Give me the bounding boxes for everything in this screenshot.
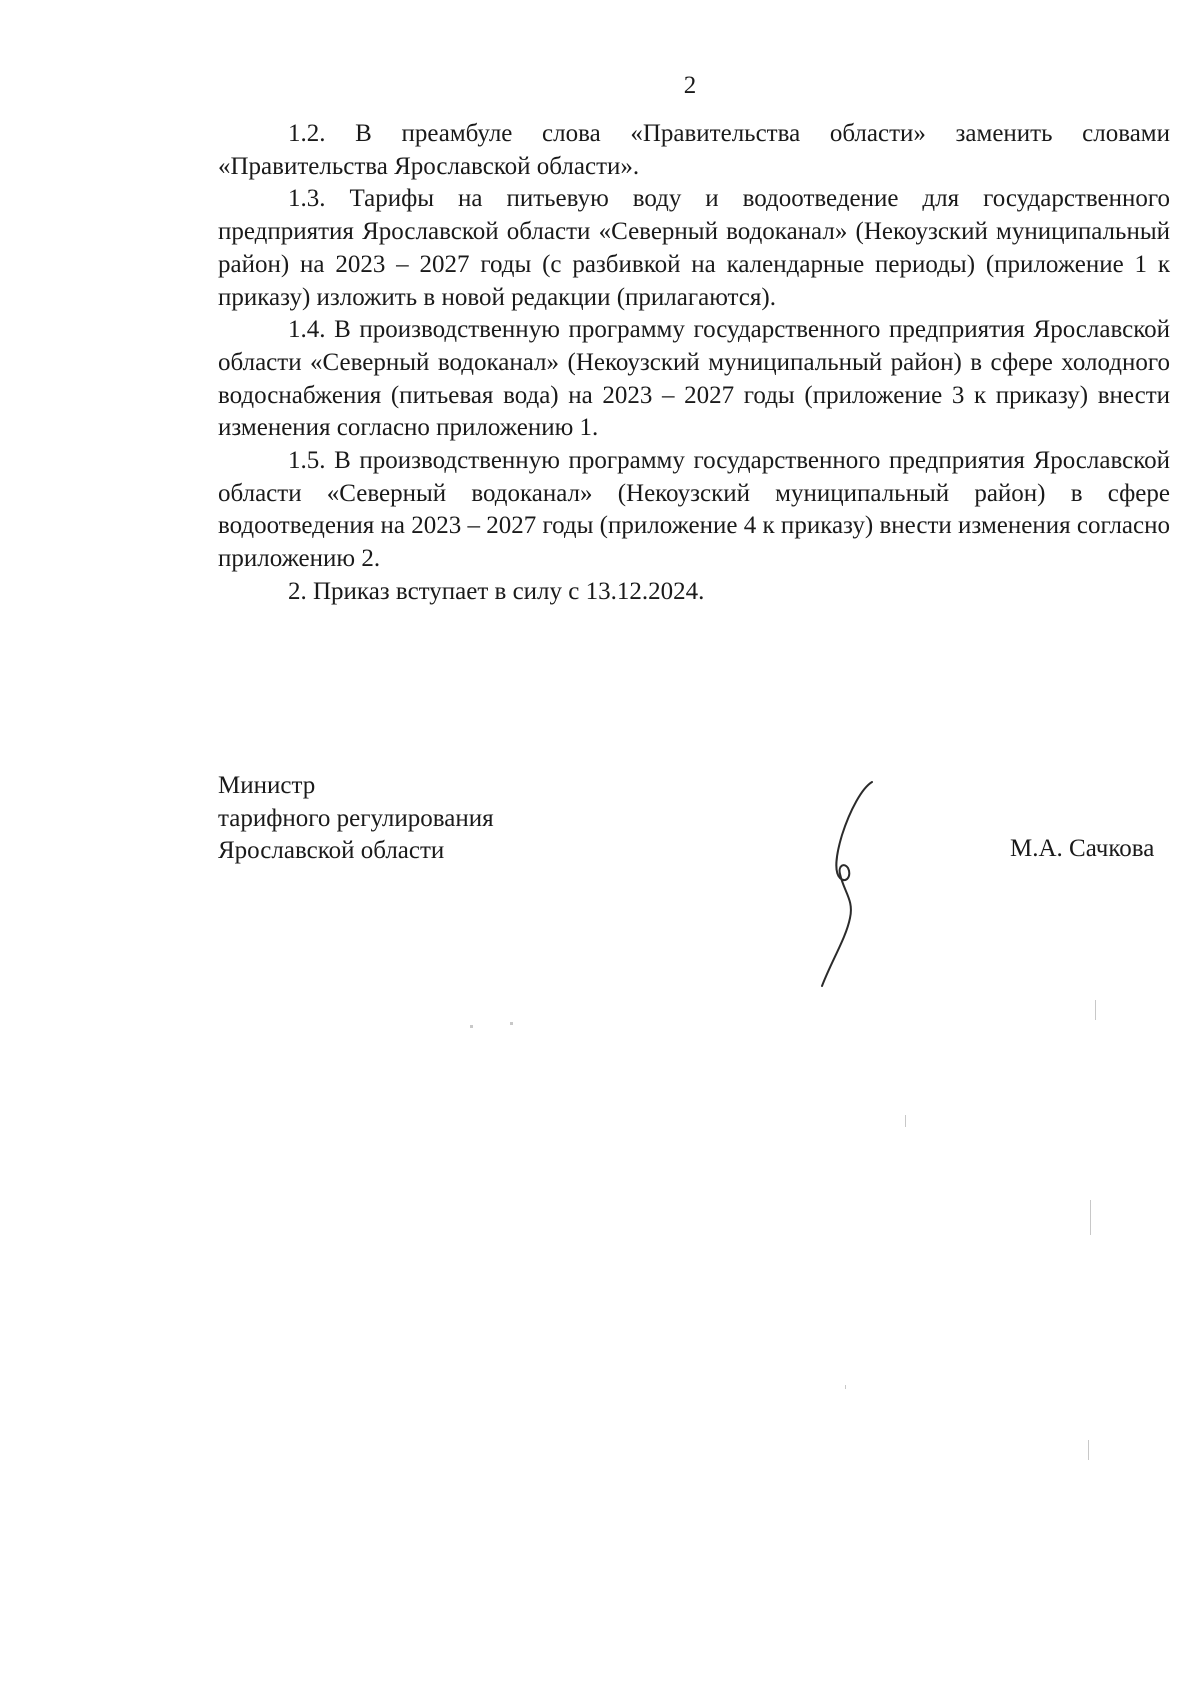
paragraph-1-4: 1.4. В производственную программу государственного предприятия Ярославской области «Северный водоканал» (Некоузский муниципальный район) в сфере холодного водоснабжения (питьевая вода) на 2023 – 2027 годы (приложение 3 к приказу) внести изменения согласно приложению 1. — [218, 316, 1170, 442]
scan-speck — [845, 1385, 846, 1389]
scan-speck — [510, 1022, 513, 1025]
signer-position — [218, 770, 494, 868]
paragraph-2: 2. Приказ вступает в силу с 13.12.2024. — [288, 577, 705, 605]
signer-position-line-1: Министр — [218, 772, 316, 799]
scan-speck — [470, 1025, 473, 1028]
signer-position-line-3: Ярославской области — [218, 837, 445, 864]
scan-speck — [1090, 1200, 1091, 1235]
paragraph-1-3: 1.3. Тарифы на питьевую воду и водоотведение для государственного предприятия Ярославской области «Северный водоканал» (Некоузский муниципальный район) на 2023 – 2027 годы (с разбивкой на календарные периоды) (приложение 1 к приказу) изложить в новой редакции (прилагаются). — [218, 185, 1170, 311]
scan-speck — [1088, 1440, 1089, 1460]
scan-speck — [905, 1115, 906, 1127]
signer-name: М.А. Сачкова — [1010, 835, 1155, 862]
page-number: 2 — [683, 72, 697, 99]
signer-position-line-2: тарифного регулирования — [218, 804, 494, 832]
paragraph-1-5: 1.5. В производственную программу государственного предприятия Ярославской области «Северный водоканал» (Некоузский муниципальный район) в сфере водоотведения на 2023 – 2027 годы (приложение 4 к приказу) внести изменения согласно приложению 2. — [218, 447, 1170, 573]
document-body — [218, 118, 1170, 609]
paragraph-1-2: 1.2. В преамбуле слова «Правительства области» заменить словами «Правительства Ярославской области». — [218, 120, 1170, 180]
handwritten-signature — [810, 780, 910, 990]
scan-speck — [1095, 1000, 1096, 1020]
